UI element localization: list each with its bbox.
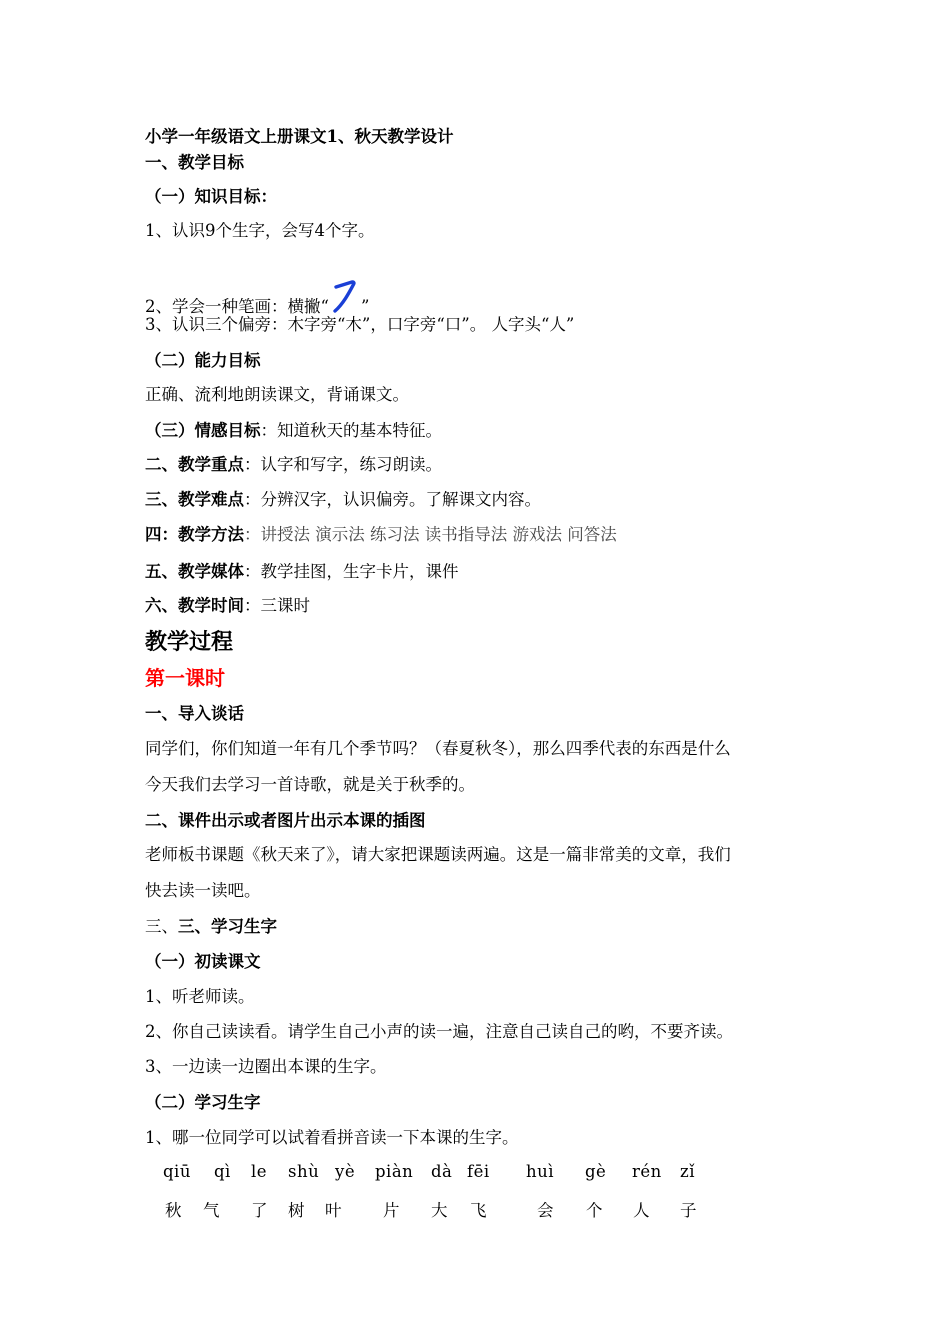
character-item: 会 [537, 1201, 554, 1220]
knowledge-item-3: 3、认识三个偏旁：木字旁“木”，口字旁“口”。 人字头“人” [145, 315, 575, 334]
character-item: 大 [431, 1201, 448, 1220]
character-item: 叶 [325, 1201, 342, 1220]
methods-label: 四：教学方法 [145, 525, 244, 544]
document-title: 小学一年级语文上册课文1、秋天教学设计 [145, 127, 454, 146]
methods-text: ：讲授法 演示法 练习法 读书指导法 游戏法 问答法 [244, 525, 617, 544]
pinyin-item: qiū [163, 1162, 191, 1181]
learn-characters-step-1: 1、哪一位同学可以试着看拼音读一下本课的生字。 [145, 1128, 519, 1147]
section-2-line-1: 老师板书课题《秋天来了》，请大家把课题读两遍。这是一篇非常美的文章，我们 [145, 845, 731, 864]
teaching-media [145, 561, 459, 583]
character-item: 气 [203, 1201, 220, 1220]
difficulties-text: ：分辨汉字，认识偏旁。了解课文内容。 [244, 490, 541, 509]
teaching-methods [145, 524, 617, 546]
ability-goal-text: 正确、流利地朗读课文，背诵课文。 [145, 385, 409, 404]
teaching-time [145, 595, 310, 617]
pinyin-item: rén [632, 1162, 662, 1181]
emotion-goal-text: ：知道秋天的基本特征。 [260, 421, 442, 440]
character-item: 秋 [165, 1201, 182, 1220]
pinyin-item: huì [526, 1162, 555, 1181]
pinyin-item: zǐ [680, 1162, 695, 1181]
key-points-label: 二、教学重点 [145, 455, 244, 474]
section-2-heading: 二、课件出示或者图片出示本课的插图 [145, 811, 426, 830]
character-item: 个 [586, 1201, 603, 1220]
media-label: 五、教学媒体 [145, 562, 244, 581]
pinyin-item: qì [214, 1162, 231, 1181]
section-3-heading [145, 916, 277, 938]
character-row [145, 1197, 835, 1221]
pinyin-item: gè [585, 1162, 607, 1181]
character-item: 人 [633, 1201, 650, 1220]
section-1-line-2: 今天我们去学习一首诗歌，就是关于秋季的。 [145, 775, 475, 794]
pinyin-item: yè [335, 1162, 356, 1181]
section-1-line-1: 同学们，你们知道一年有几个季节吗？（春夏秋冬），那么四季代表的东西是什么 [145, 739, 731, 758]
section-3-number: 三、 [145, 917, 178, 936]
first-reading-step-1: 1、听老师读。 [145, 987, 255, 1006]
character-item: 子 [680, 1201, 697, 1220]
knowledge-item-1: 1、认识9个生字，会写4个字。 [145, 221, 375, 240]
knowledge-item-2-suffix: ” [360, 297, 370, 316]
pinyin-row [145, 1162, 835, 1186]
first-reading-heading: （一）初读课文 [145, 952, 261, 971]
character-item: 飞 [470, 1201, 487, 1220]
knowledge-goal-heading: （一）知识目标： [145, 187, 277, 206]
teaching-key-points [145, 454, 442, 476]
pinyin-item: dà [431, 1162, 453, 1181]
emotion-goal [145, 420, 442, 442]
section-2-line-2: 快去读一读吧。 [145, 881, 261, 900]
teaching-difficulties [145, 489, 541, 511]
time-label: 六、教学时间 [145, 596, 244, 615]
difficulties-label: 三、教学难点 [145, 490, 244, 509]
pinyin-item: le [251, 1162, 268, 1181]
process-heading: 教学过程 [145, 629, 234, 655]
section-3-title: 三、学习生字 [178, 917, 277, 936]
pinyin-item: shù [288, 1162, 320, 1181]
pinyin-item: piàn [375, 1162, 414, 1181]
emotion-goal-heading: （三）情感目标 [145, 421, 261, 440]
pinyin-item: fēi [467, 1162, 490, 1181]
first-reading-step-2: 2、你自己读读看。请学生自己小声的读一遍，注意自己读自己的哟，不要齐读。 [145, 1022, 733, 1041]
character-item: 片 [383, 1201, 400, 1220]
learn-characters-heading: （二）学习生字 [145, 1093, 261, 1112]
first-reading-step-3: 3、一边读一边圈出本课的生字。 [145, 1057, 387, 1076]
lesson-1-heading: 第一课时 [145, 666, 225, 690]
hengpie-stroke-icon [330, 278, 360, 318]
ability-goal-heading: （二）能力目标 [145, 351, 261, 370]
time-text: ：三课时 [244, 596, 310, 615]
goals-heading: 一、教学目标 [145, 153, 244, 172]
section-1-heading: 一、导入谈话 [145, 704, 244, 723]
character-item: 了 [251, 1201, 268, 1220]
character-item: 树 [288, 1201, 305, 1220]
knowledge-item-2 [145, 278, 369, 318]
knowledge-item-2-prefix: 2、学会一种笔画：横撇“ [145, 297, 329, 316]
media-text: ：教学挂图，生字卡片，课件 [244, 562, 459, 581]
key-points-text: ：认字和写字，练习朗读。 [244, 455, 442, 474]
